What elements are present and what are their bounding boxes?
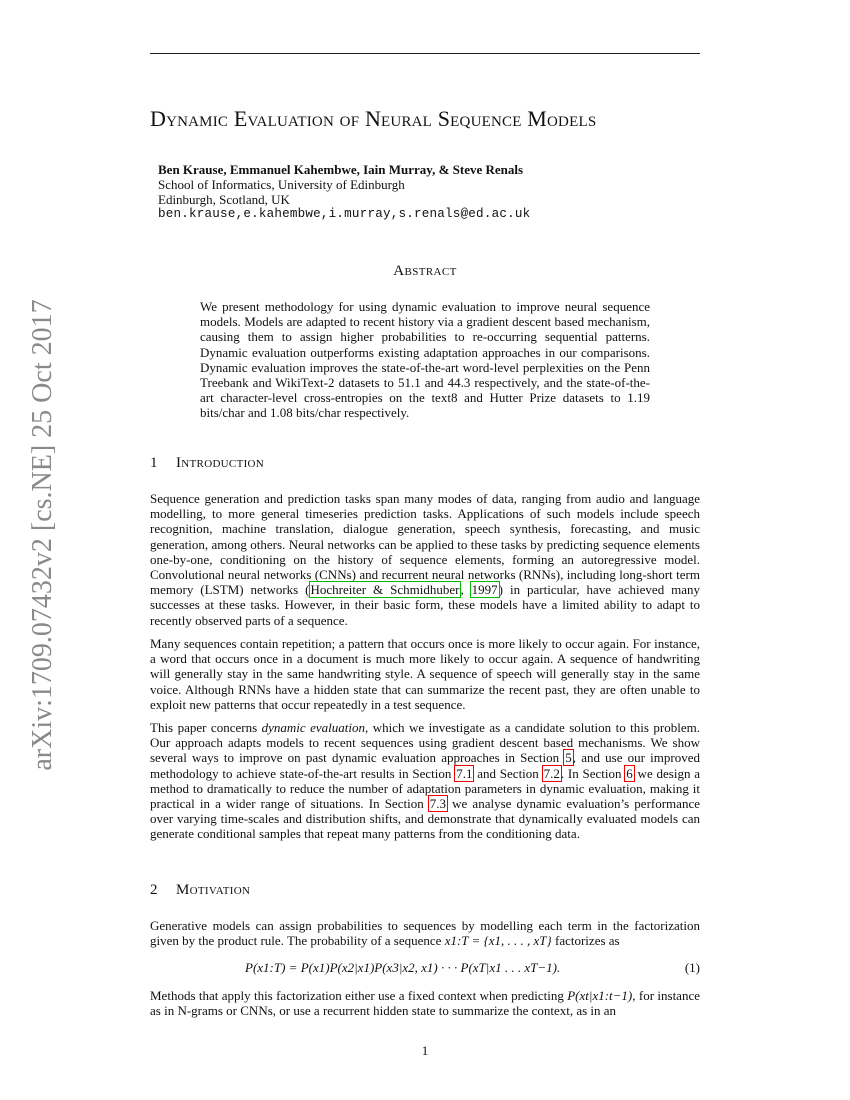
equation-number: (1) bbox=[684, 960, 700, 975]
text-run: we design a method to dramatically to reduce the number of adaptation parameters in dynamic evaluation, making it practical in a wider range of situations. In Section bbox=[150, 765, 700, 812]
section-number: 1 bbox=[150, 455, 158, 471]
author-block bbox=[158, 162, 530, 222]
text-run: we analyse dynamic evaluation’s performance over varying time-scales and distribution shifts, and demonstrate that dynamically evaluated models can generate conditional samples that repeat many patterns from the conditioning data. bbox=[150, 796, 700, 842]
section-ref-7-2-link[interactable]: 7.2 bbox=[543, 765, 560, 781]
author-names: Ben Krause, Emmanuel Kahembwe, Iain Murray, & Steve Renals bbox=[158, 162, 524, 177]
inline-math-conditional: P(xt|x1:t−1) bbox=[567, 988, 633, 1003]
arxiv-sidebar-stamp: arXiv:1709.07432v2 [cs.NE] 25 Oct 2017 bbox=[27, 299, 58, 771]
motivation-paragraph-1 bbox=[150, 918, 700, 948]
text-run: , and use our improved methodology to achieve state-of-the-art results in Section bbox=[150, 750, 700, 781]
text-run: . In Section bbox=[560, 765, 626, 781]
equation-formula: P(x1:T) = P(x1)P(x2|x1)P(x3|x2, x1) · · · P(xT|x1 . . . xT−1). bbox=[245, 960, 561, 975]
equation-1 bbox=[150, 960, 700, 978]
affiliation: School of Informatics, University of Edinburgh bbox=[158, 177, 405, 192]
text-run: ) in particular, have achieved many successes at these tasks. However, in their basic form, these models have a limited ability to adapt to recently observed parts of a sequence. bbox=[150, 582, 701, 628]
citation-year-link[interactable]: 1997 bbox=[471, 582, 498, 598]
section-ref-7-1-link[interactable]: 7.1 bbox=[456, 765, 473, 781]
page-number: 1 bbox=[421, 1043, 429, 1058]
motivation-paragraph-2 bbox=[150, 988, 700, 1018]
section-introduction-heading bbox=[150, 455, 264, 472]
text-run: Generative models can assign probabilities to sequences by modelling each term in the factorization given by the product rule. The probability of a sequence bbox=[150, 918, 700, 949]
text-run: This paper concerns bbox=[150, 720, 262, 735]
paper-title: Dynamic Evaluation of Neural Sequence Models bbox=[150, 106, 597, 131]
author-emails: ben.krause,e.kahembwe,i.murray,s.renals@ed.ac.uk bbox=[158, 207, 531, 221]
section-ref-6-link[interactable]: 6 bbox=[626, 765, 633, 781]
section-number: 2 bbox=[150, 882, 158, 898]
abstract-heading: Abstract bbox=[393, 263, 457, 279]
citation-hochreiter-link[interactable]: Hochreiter & Schmidhuber bbox=[310, 582, 460, 598]
text-run: , for instance as in N-grams or CNNs, or use a recurrent hidden state to summarize the context, as in an bbox=[150, 988, 700, 1019]
abstract-text: We present methodology for using dynamic evaluation to improve neural sequence models. Models are adapted to recent history via a gradient descent based mechanism, causing them to assign higher probabilities to re-occurring sequential patterns. Dynamic evaluation outperforms existing adaptation approaches in our comparisons. Dynamic evaluation improves the state-of-the-art word-level perplexities on the Penn Treebank and WikiText-2 datasets to 51.1 and 44.3 respectively, and the state-of-the-art character-level cross-entropies on the text8 and Hutter Prize datasets to 1.19 bits/char and 1.08 bits/char respectively. bbox=[200, 299, 650, 421]
text-run: factorizes as bbox=[551, 933, 620, 949]
section-title: Motivation bbox=[176, 882, 251, 898]
text-run: , bbox=[460, 582, 471, 598]
text-run: , which we investigate as a candidate solution to this problem. Our approach adapts models to recent sequences using gradient descent based mechanisms. We show several ways to improve on past dynamic evaluation approaches in Section bbox=[150, 720, 700, 766]
section-motivation-heading bbox=[150, 882, 250, 899]
text-run: Methods that apply this factorization either use a fixed context when predicting bbox=[150, 988, 568, 1003]
intro-paragraph-3 bbox=[150, 720, 700, 842]
top-rule bbox=[150, 53, 700, 54]
emphasis-dynamic-evaluation: dynamic evaluation bbox=[261, 720, 365, 735]
text-run: Sequence generation and prediction tasks span many modes of data, ranging from audio and language modelling, to more general timeseries prediction tasks. Applications of such models include speech recognition, machine translation, dialogue generation, speech synthesis, forecasting, and music generation, among others. Neural networks can be applied to these tasks by predicting sequence elements one-by-one, conditioning on the history of sequence elements, forming an autoregressive model. Convolutional neural networks (CNNs) and recurrent neural networks (RNNs), including long-short term memory (LSTM) networks ( bbox=[150, 491, 700, 598]
section-ref-7-3-link[interactable]: 7.3 bbox=[429, 796, 447, 812]
intro-paragraph-2: Many sequences contain repetition; a pattern that occurs once is more likely to occur again. For instance, a word that occurs once in a document is much more likely to occur again. A sequence of handwriting will generally stay in the same handwriting style. A sequence of speech will generally stay in the same voice. Although RNNs have a hidden state that can summarize the recent past, they are often unable to exploit new patterns that occur repeatedly in a test sequence. bbox=[150, 636, 700, 712]
section-ref-5-link[interactable]: 5 bbox=[565, 750, 572, 766]
inline-math-sequence: x1:T = {x1, . . . , xT} bbox=[444, 933, 552, 949]
section-title: Introduction bbox=[176, 455, 265, 471]
location: Edinburgh, Scotland, UK bbox=[158, 192, 290, 207]
text-run: and Section bbox=[473, 765, 543, 781]
intro-paragraph-1 bbox=[150, 491, 700, 628]
